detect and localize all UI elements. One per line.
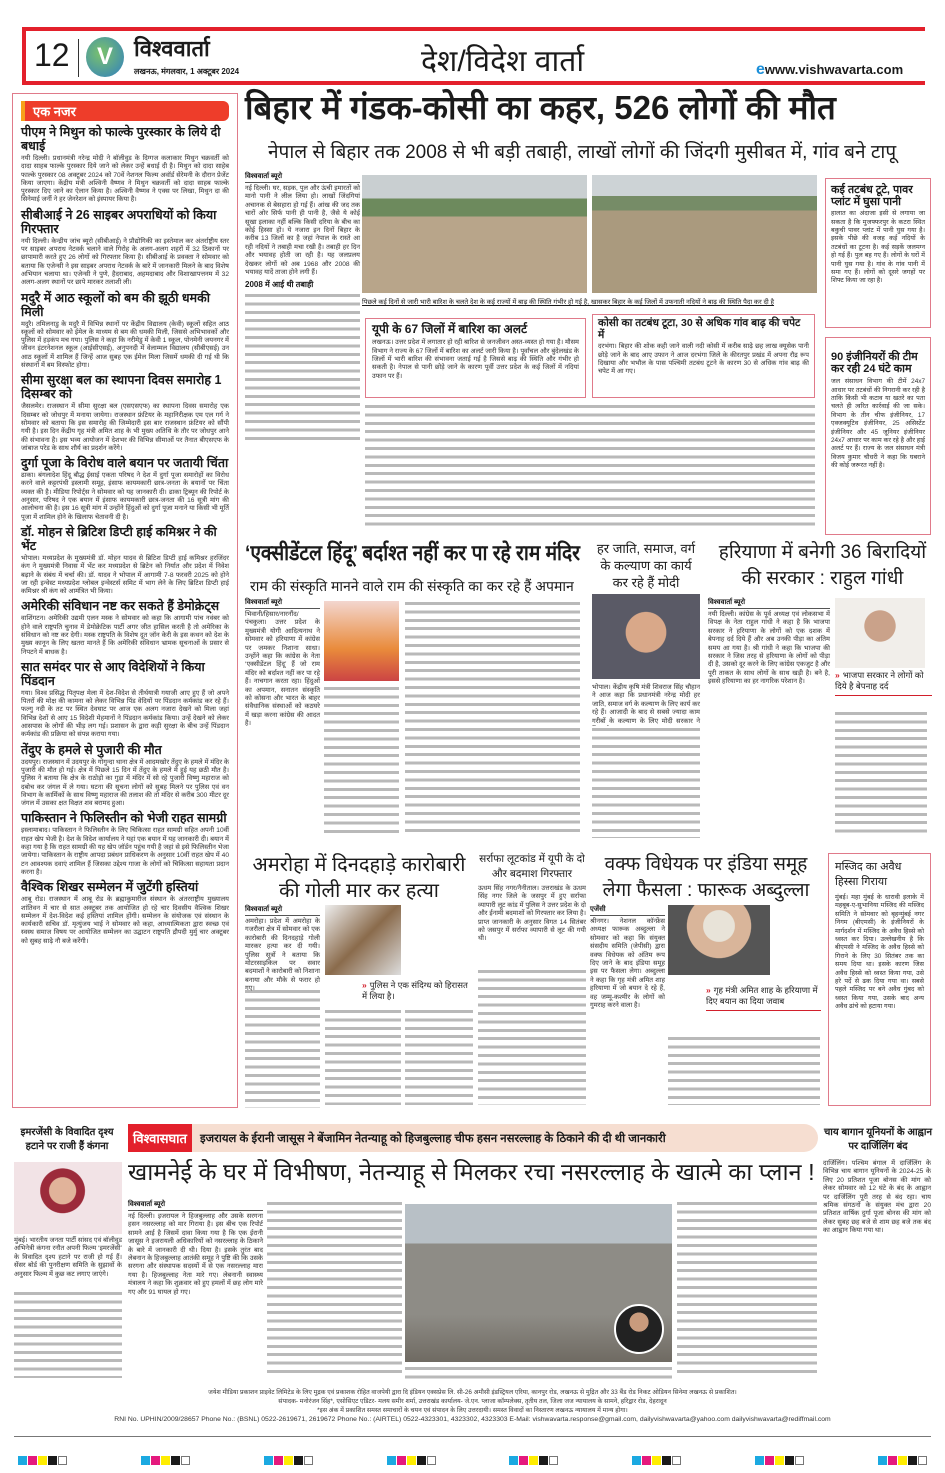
brief-title: वैश्विक शिखर सम्मेलन में जुटेंगी हस्तियां: [21, 880, 199, 895]
color-swatch-group: [755, 1452, 805, 1470]
brief-body: उदयपुर। राजस्थान में उदयपुर के गोगुन्दा थाना क्षेत्र में आदमखोर तेंदुए के हमले में मंदिर के पुजारी की मौत हो गई। क्षेत्र में पिछले 15 दिन में तेंदुए के हमले में हुई यह छठी मौत है। पुलिस ने बताया कि क्षेत्र के राठोड़ो का गुड़ा में मंदिर में सो रहे पुजारी विष्णु महाराज को दबोच कर जंगल में ले गया। घटना की सूचना लोगों को सुबह मिलने पर पुलिस एवं वन विभाग के कार्मिकों के साथ विष्णु महाराज की तलाश की तो मंदिर से करीब 300 मीटर दूर जंगल में उसका क्षत विक्षत शव बरामद हुआ।: [21, 758, 229, 808]
news-brief: [21, 208, 229, 288]
news-brief: [21, 525, 229, 596]
lead-columns: [365, 403, 815, 528]
haryana-headline: हरियाणा में बनेगी 36 बिरादियों की सरकार : राहुल गांधी: [718, 542, 927, 589]
color-swatch-group: [18, 1452, 68, 1470]
color-swatch-group: [632, 1452, 682, 1470]
ram-columns: [405, 600, 580, 837]
color-swatch: [888, 1456, 897, 1465]
brief-title: दुर्गा पूजा के विरोध वाले बयान पर जतायी चिंता: [21, 456, 229, 471]
color-swatch: [529, 1456, 538, 1465]
page-number: 12: [34, 37, 70, 73]
box-body: मुंबई। महा मुंबई के धारावी इलाके में महबूब-ए-सुभानिया मस्जिद की मस्जिद समिति ने सोमवार को बृहन्मुंबई नगर निगम (बीएमसी) के इंजीनियरों के मार्गदर्शन में मस्जिद के अवैध हिस्से को ध्वस्त कर दिया। उल्लेखनीय है कि बीएमसी ने मस्जिद के अवैध हिस्से को गिराने के लिए 30 सितंबर तक का समय दिया था। इसके कारण जिस अवैध हिस्से को ध्वस्त किया गया, उसे हरे पर्दे से ढक दिया गया था। सबसे पहले मस्जिद पर बने अवैध गुंबद को ध्वस्त किया गया, उसके बाद अन्य अवैध ढांचे को हटाया गया।: [835, 894, 924, 1011]
color-swatch: [407, 1456, 416, 1465]
beirut-strike-photo: [405, 1204, 672, 1362]
brief-body: गया। विश्व प्रसिद्ध पितृपक्ष मेला में देश-विदेश से तीर्थयात्री गयाजी आए हुए हैं जो अपने पितरों की मोक्ष की कामना को लेकर विभिन्न पिंड वेदियों पर पिंडदान कर्मकांड कर रहे हैं। फल्गु नदी के तट पर स्थित देवघाट पर आज एक अलग नजारा देखने को मिला जहां विभिन्न देशों से आए 15 विदेशी मेहमानों ने पिंडदान कर्मकांड किया। उन्हें देखने को लेकर आसपास के लोगों की भीड़ लग गई। प्रशासन के द्वारा कड़ी सुरक्षा के बीच उन्हें पिंडदान कर्मकांड की प्रक्रिया को संपन्न कराया गया।: [21, 689, 229, 739]
logo-icon: V: [86, 37, 124, 77]
news-brief: [21, 125, 229, 205]
color-swatch: [397, 1456, 406, 1465]
amroha-columns: [405, 1008, 473, 1105]
color-swatch-group: [509, 1452, 559, 1470]
color-swatch: [652, 1456, 661, 1465]
ram-columns: [324, 685, 399, 837]
brief-title: सीमा सुरक्षा बल का स्थापना दिवस समारोह 1 दिसम्बर को: [21, 373, 222, 402]
brief-title: सीबीआई ने 26 साइबर अपराधियों को किया गिरफ्तार: [21, 207, 217, 236]
color-swatch: [539, 1456, 548, 1465]
israel-kicker-bar: [128, 1124, 818, 1152]
amroha-columns: [325, 1008, 401, 1105]
quote-icon: »: [362, 980, 367, 990]
color-swatch: [161, 1456, 170, 1465]
box-body: लखनऊ। उत्तर प्रदेश में लगातार हो रही बारिश से जनजीवन अस्त-व्यस्त हो गया है। मौसम विभाग ने राज्य के 67 जिलों में बारिश का अलर्ट जारी किया है। पूर्वांचल और बुंदेलखंड के जिलों में भारी बारिश की संभावना जताई गई है जिससे बाढ़ की स्थिति और गंभीर हो सकती है। नेपाल से पानी छोड़े जाने के कारण पूर्वी उत्तर प्रदेश के कई जिलों में नदियां उफान पर हैं।: [372, 339, 579, 380]
article-body: नई दिल्ली। घर, सड़क, पुल और ऊंची इमारतों को मानो पानी ने लील लिया हो। लाखों जिंदगियां अचानक से बेसहारा हो गई हैं। आंख की जद तक चारों ओर सिर्फ पानी ही पानी है, जैसे ये कोई सूखा इलाका नहीं बल्कि किसी दरिया के बीच का कोई हिस्सा हो। ये नजारा इन दिनों बिहार के करीब 13 जिलों का है जहां नेपाल के रास्ते आ रही नदियों ने तबाही मचा रखी है। तबाही हर दिन और भयावह होती जा रही है। यह जलप्रलय देखकर लोगों को अब 1968 और 2008 की भयावह यादें ताजा होने लगी हैं।: [245, 185, 360, 277]
color-swatch-group: [141, 1452, 191, 1470]
imprint: [0, 1388, 945, 1424]
color-swatch: [662, 1456, 671, 1465]
rule: [14, 1436, 931, 1437]
masjid-box: [828, 853, 931, 1106]
haryana-columns: [835, 710, 927, 838]
color-swatch: [151, 1456, 160, 1465]
gun-photo: [325, 905, 401, 975]
brief-body: ढाका। बंगलादेश हिंदू बौद्ध ईसाई एकता परिषद ने देश में दुर्गा पूजा समारोहों का विरोध करने वाले कट्टरपंथी इस्लामी समूह, इंसाफ कायमकारी छात्र-जनता के बयानों पर चिंता व्यक्त की है। मीडिया रिपोर्ट्स ने सोमवार को यह जानकारी दी। ढाका ट्रिब्यून की रिपोर्ट के अनुसार, परिषद ने एक बयान में इंसाफ कायमकारी छात्र-जनता की 16 सूत्री मांग की आलोचना की है। इस 16 सूत्री मांग में उन्होंने हिंदुओं को दुर्गा पूजा मनाने या किसी भी मूर्ति पूजा में शामिल होने के खिलाफ चेतावनी दी है।: [21, 472, 229, 521]
brief-body: मदुरै। तमिलनाडु के मदुरै में विभिन्न स्थानों पर केंद्रीय विद्यालय (केवी) स्कूलों सहित आठ स्कूलों को सोमवार को ईमेल के माध्यम से बम की धमकी मिली, जिससे अभिभावकों और पुलिस में हड़कंप मच गया। पुलिस ने कहा कि नरीमेडु में केवी 1 स्कूल, पोनमेनी जयनगर में जीवन इंटरनेशनल स्कूल (आईसीएसई), अनुपनदी में वेलाम्मल विद्यालय (सीबीएसई) उन आठ स्कूलों में शामिल हैं जिन्हें आज सुबह एक ईमेल मिला जिसमें धमकी दी गई थी कि संस्थानों में बम विस्फोट होगा।: [21, 320, 229, 370]
paper-name: विश्ववार्ता: [134, 36, 210, 61]
ram-subheadline: राम की संस्कृति मानने वाले राम की संस्कृति का कर रहे हैं अपमान: [250, 578, 574, 594]
box-title: 90 इंजीनियरों की टीम कर रही 24 घंटे काम: [831, 351, 918, 376]
brief-body: जैसलमेर। राजस्थान में सीमा सुरक्षा बल (एसएसएफ) का स्थापना दिवस समारोह एक दिसम्बर को जोधपुर में मनाया जायेगा। राजस्थान फ्रंटियर के महानिरीक्षक एम एल गर्ग ने सोमवार को बताया कि इस समारोह की जिम्मेदारी इस बार राजस्थान फ्रंटियर को सौंपी गयी है। इस दिन केंद्रीय गृह मंत्री अमित शाह के भी मुख्य अतिथि के तौर पर जोधपुर आने की संभावना है। इस भव्य आयोजन में देशभर की विभिन्न सीमाओं पर तैनात बीएसएफ के जांबाज परेड के साथ शौर्य का प्रदर्शन करेंगे।: [21, 403, 229, 452]
yogi-photo: [324, 601, 399, 681]
byline: विश्ववार्ता ब्यूरो: [245, 172, 360, 183]
darjeeling-headline: चाय बागान यूनियनों के आह्वान पर दार्जिलिंग बंद: [823, 1127, 933, 1152]
brief-body: आबू रोड। राजस्थान में आबू रोड के ब्रह्माकुमारीज संस्थान के अंतरराष्ट्रीय मुख्यालय शांतिवन में चार से सात अक्टूबर तक आयोजित हो रहे चार दिवसीय वैश्विक शिखर सम्मेलन में देश-विदेश कई हस्तियां शामिल होंगी। सम्मेलन के संयोजक एवं संस्थान के कार्यकारी सचिव डॉ. मृत्युंजय भाई ने सोमवार को कहा, आध्यात्मिकता द्वारा स्वच्छ एवं स्वस्थ समाज विषय पर आयोजित सम्मेलन का उद्घाटन राष्ट्रपति द्रौपदी मुर्मु चार अक्टूबर को सुबह साढ़े नौ बजे करेंगी।: [21, 896, 229, 945]
box-body: दरभंगा। बिहार की शोक कही जाने वाली नदी कोसी में करीब साढ़े छह लाख क्यूसेक पानी छोड़े जाने के बाद आए उफान ने आज दरभंगा जिले के कीरतपुर प्रखंड में अपना रौद्र रूप दिखाया और भभौल के पास पश्चिमी तटबंध टूटने के कारण 30 से अधिक गांव बाढ़ की चपेट में आ गए।: [598, 343, 809, 376]
masthead: [22, 27, 925, 85]
dateline: लखनऊ, मंगलवार, 1 अक्टूबर 2024: [134, 67, 240, 76]
amroha-caption: » पुलिस ने एक संदिग्ध को हिरासत में लिया है।: [362, 980, 468, 1001]
israel-columns: [405, 1365, 672, 1379]
browser-icon: e: [756, 61, 765, 78]
box-title: मस्जिद का अवैध हिस्सा गिराया: [835, 861, 902, 888]
article-body: अमरोहा। प्रदेश में अमरोहा के गजरौला क्षेत्र में सोमवार को एक कारोबारी की दिनदहाड़े गोली मारकर हत्या कर दी गयी। पुलिस सूत्रों ने बताया कि मोटरसाइकिल पर सवार बदमाशों ने कारोबारी को निशाना बनाया और मौके से फरार हो गए।: [245, 918, 320, 993]
color-swatch: [284, 1456, 293, 1465]
ek-nazar-column: [12, 93, 238, 1108]
israel-headline: खामनेई के घर में विभीषण, नेतन्याहू से मिलकर रचा नसरल्लाह के खात्मे का प्लान !: [128, 1159, 815, 1185]
quote-icon: »: [835, 670, 840, 680]
brief-body: इस्लामाबाद। पाकिस्तान ने फिलिस्तीन के लिए चिकित्सा राहत सामग्री सहित अपनी 10वीं राहत खेप भेजी है। देश के विदेश कार्यालय ने यहां एक बयान में यह जानकारी दी। बयान में कहा गया है कि राहत सामग्री की यह खेप जॉर्डन पहुंच गयी है जहां से इसे फिलिस्तीन भेजा जायेगा। पाकिस्तान के राष्ट्रीय आपदा प्रबंधन प्राधिकरण के अनुसार 10वीं राहत खेप में 40 टन आवश्यक दवाएं शामिल हैं जिसका उद्देश्य गाजा के लोगों को चिकित्सा सहायता प्रदान करना है।: [21, 827, 229, 876]
color-swatch: [775, 1456, 784, 1465]
color-swatch: [264, 1456, 273, 1465]
news-brief: [21, 456, 229, 522]
box-body: हालात का अंदाजा इसी से लगाया जा सकता है कि मुजफ्फरपुर के कटरा स्थित बकुची पावर प्लांट में पानी घुस गया है। इसके पीछे की वजह कई नदियों के तटबंधों का टूटना है। कई सड़कें जलमग्न हो गई हैं। पुल बह गए हैं। लोगों के घरों में पानी घुस गया है। गांव के गांव पानी में समा गए हैं। लोगों को दूसरे जगहों पर शिफ्ट किया जा रहा है।: [831, 210, 925, 285]
article-body-cont: [245, 292, 360, 442]
color-swatch-group: [387, 1452, 437, 1470]
waqf-caption: » गृह मंत्री अमित शाह के हरियाणा में दिए बयान का दिया जवाब: [706, 985, 821, 1011]
crosshair-icon: [304, 1456, 313, 1465]
ram-headline: ‘एक्सीडेंटल हिंदू’ बर्दाश्त नहीं कर पा रहे राम मंदिर: [245, 541, 581, 565]
israel-article: [128, 1200, 263, 1378]
sidebar-box-1: [825, 178, 931, 328]
color-swatch: [417, 1456, 426, 1465]
sarafa-body: ऊधम सिंह नगर/नैनीताल। उत्तराखंड के ऊधम सिंह नगर जिले के जसपुर में हुए सर्राफा व्यापारी लूट कांड में पुलिस ने उत्तर प्रदेश के दो और ईनामी बदमाशों को गिरफ्तार कर लिया है। प्राप्त जानकारी के अनुसार विगत 14 सितंबर को जसपुर में सर्राफा व्यापारी से लूट की गयी थी।: [478, 885, 586, 943]
kangana-photo: [14, 1162, 122, 1234]
color-swatch: [171, 1456, 180, 1465]
imprint-line: संपादक- मनोरंजन सिंह*, एसोसिएट एडिटर- मलय समीर शर्मा, उत्तराखंड कार्यालय- जे.एन. प्लाजा कॉम्पलेक्स, तृतीय तल, जिला जज न्यायालय के सामने, हरिद्वार रोड, देहरादून: [278, 1398, 667, 1405]
lead-article: [245, 172, 360, 532]
byline: विश्ववार्ता ब्यूरो: [245, 905, 320, 916]
shivraj-photo: [592, 594, 700, 679]
modi-body: भोपाल। केंद्रीय कृषि मंत्री शिवराज सिंह चौहान ने आज कहा कि प्रधानमंत्री नरेन्द्र मोदी हर जाति, समाज वर्ग के कल्याण के लिए कार्य कर रहे हैं। आजादी के बाद से सबसे ज्यादा काम गरीबों के कल्याण के लिए मोदी सरकार ने: [592, 684, 700, 725]
color-swatch: [785, 1456, 794, 1465]
israel-columns: [267, 1200, 402, 1378]
up-alert-box: [365, 318, 586, 398]
byline: विश्ववार्ता ब्यूरो: [245, 598, 320, 609]
news-brief: [21, 743, 229, 809]
waqf-columns: [668, 1035, 820, 1105]
flood-photo-1: [362, 175, 587, 293]
kangana-body: मुंबई। भारतीय जनता पार्टी सांसद एवं बॉलीवुड अभिनेत्री कंगना रनौत अपनी फिल्म ‘इमरजेंसी’ के विवादित दृश्य हटाने पर राजी हो गई हैं। सेंसर बोर्ड की पुनरीक्षण समिति के सुझावों के अनुसार फिल्म में कुछ कट लगाए जाएंगे।: [14, 1237, 122, 1278]
news-brief: [21, 599, 229, 656]
color-swatch: [755, 1456, 764, 1465]
news-brief: [21, 811, 229, 877]
flood-photo-2: [592, 175, 817, 293]
rahul-photo: [835, 598, 925, 668]
darjeeling-body: दार्जिलिंग। पश्चिम बंगाल में दार्जिलिंग के विभिन्न चाय बागान यूनियनों के 2024-25 के लिए 20 प्रतिशत पूजा बोनस की मांग को लेकर सोमवार को 12 घंटे के बंद के आह्वान पर दार्जिलिंग पूरी तरह से बंद रहा। चाय श्रमिक संगठनों के संयुक्त मंच द्वारा 20 प्रतिशत वार्षिक दुर्गा पूजा बोनस की मांग को लेकर सुबह छह बजे से शाम छह बजे तक बंद का आह्वान किया गया था।: [823, 1160, 931, 1235]
color-swatch: [38, 1456, 47, 1465]
color-swatch: [519, 1456, 528, 1465]
news-brief: [21, 880, 229, 946]
amroha-article: [245, 905, 320, 1105]
brief-body: नयी दिल्ली। केन्द्रीय जांच ब्यूरो (सीबीआई) ने प्रौद्योगिकी का इस्तेमाल कर अंतर्राष्ट्रीय स्तर पर साइबर अपराध नेटवर्क चलाने वाले गिरोह के अलग-अलग शहरों में 32 ठिकानों पर छापामारी करते हुए 26 लोगों को गिरफ्तार किया है। सीबीआई के प्रवक्ता ने सोमवार को बताया कि एजेन्सी ने इस साइबर अपराध नेटवर्क के बारे में जानकारी मिलने के बाद विशेष अभियान चलाया था। एजेन्सी ने पुणे, हैदराबाद, अहमदाबाद और विशाखापत्तनम में 32 अलग-अलग स्थानों पर छापे मारकर तलाशी ली।: [21, 237, 229, 287]
sarafa-columns: [478, 968, 586, 1105]
nasrallah-inset: [614, 1304, 664, 1354]
brief-title: डॉ. मोहन से ब्रिटिश डिप्टी हाई कमिश्नर ने की भेंट: [21, 524, 217, 553]
color-swatch-group: [878, 1452, 928, 1470]
article-body-cont: [245, 988, 320, 1108]
article-body: नई दिल्ली। इजरायल ने हिजबुल्लाह और उसके सरगना हसन नसरल्लाह को मार गिराया है। इस बीच एक रिपोर्ट सामने आई है जिसमें दावा किया गया है कि एक ईरानी जासूस ने इजरायली अधिकारियों को नसरल्लाह के ठिकाने के बारे में जानकारी दी थी। दिया है। इसके तुरंत बाद लेबनान के हिजबुल्लाह आतंकी समूह ने पुष्टि की कि उसके सरगना और संस्थापक सदस्यों में से एक नसरल्लाह मारा गया है। हिजबुल्लाह नेता मारे गए। लेबनानी स्वास्थ्य मंत्रालय ने कहा कि शुक्रवार को हुए हमलों में छह लोग मारे गए और 91 घायल हो गए।: [128, 1213, 263, 1296]
imprint-line: RNI No. UPHIN/2009/28657 Phone No.: (BSNL) 0522-2619671, 2619672 Phone No.: (AIRTEL) 0522-4323301, 4323302, 4323303 E-Mail: vishwavarta.response@gmail.com, dailyvishwavarta@yahoo.com dailyvishwavarta@rediffmail.com: [114, 1416, 831, 1423]
color-swatch: [48, 1456, 57, 1465]
modi-headline: हर जाति, समाज, वर्ग के कल्याण का कार्य कर रहे हैं मोदी: [596, 541, 696, 590]
color-swatch: [387, 1456, 396, 1465]
news-brief: [21, 660, 229, 740]
israel-columns: [677, 1200, 817, 1378]
section-title: देश/विदेश वार्ता: [421, 45, 585, 78]
israel-kicker: इजरायल के ईरानी जासूस ने बेंजामिन नेतन्याहू को हिजबुल्लाह चीफ हसन नसरल्लाह के ठिकाने की दी थी जानकारी: [200, 1133, 666, 1145]
news-brief: [21, 291, 229, 371]
article-body: भिवानी/हिसार/नारनौंद/पंचकुला। उत्तर प्रदेश के मुख्यमंत्री योगी आदित्यनाथ ने सोमवार को हरियाणा में कांग्रेस पर जमकर निशाना साधा। उन्होंने कहा कि कांग्रेस के नेता ‘एक्सीडेंटल हिंदू’ हैं जो राम मंदिर को बर्दाश्त नहीं कर पा रहे हैं। नाचगान करता रहा। हिंदुओं का अपमान, सनातन संस्कृति को कोसना और भारत के बाहर संवैधानिक संस्थाओं को कठघरे में खड़ा करना कांग्रेस की आदत है।: [245, 611, 320, 728]
article-body: श्रीनगर। नेशनल कॉन्फ्रेंस अध्यक्ष फारूक अब्दुल्ला ने सोमवार को कहा कि संयुक्त संसदीय समिति (जेपीसी) द्वारा वक्फ विधेयक को अंतिम रूप दिए जाने के बाद इंडिया समूह इस पर फैसला लेगा। अब्दुल्ला ने कहा कि गृह मंत्री अमित शाह हरियाणा में जो बयान दे रहे हैं, वह जम्मू-कश्मीर के लोगों को गुमराह करने वाला है।: [590, 918, 665, 1010]
crosshair-icon: [918, 1456, 927, 1465]
byline: विश्ववार्ता ब्यूरो: [128, 1200, 263, 1211]
color-swatch: [509, 1456, 518, 1465]
lead-subheadline: नेपाल से बिहार तक 2008 से भी बड़ी तबाही, लाखों लोगों की जिंदगी मुसीबत में, गांव बने टापू: [268, 142, 897, 163]
brief-title: अमेरिकी संविधान नष्ट कर सकते हैं डेमोक्रेट्स: [21, 599, 220, 614]
color-swatch: [28, 1456, 37, 1465]
box-title: कई तटबंध टूटे, पावर प्लांट में घुसा पानी: [831, 184, 913, 209]
box-title: यूपी के 67 जिलों में बारिश का अलर्ट: [372, 322, 528, 336]
color-swatch: [642, 1456, 651, 1465]
color-swatch: [898, 1456, 907, 1465]
brief-title: सात समंदर पार से आए विदेशियों ने किया पिंडदान: [21, 659, 205, 688]
box-title: कोसी का तटबंध टूटा, 30 से अधिक गांव बाढ़ की चपेट में: [598, 317, 801, 341]
modi-columns: [592, 726, 700, 838]
brief-body: नयी दिल्ली। प्रधानमंत्री नरेन्द्र मोदी ने बॉलीवुड के दिग्गज कलाकार मिथुन चक्रवर्ती को दादा साहब फाल्के पुरस्कार दिये जाने को लेकर उन्हें बधाई दी है। मिथुन को दादा साहेब फाल्के पुरस्कार 08 अक्टूबर 2024 को 70वें नेशनल फिल्म अवॉर्ड सेरेमनी के दौरान प्रेजेंट किया जाएगा। केंद्रीय मंत्री अश्विनी वैष्णव ने मिथुन चक्रवर्ती को दादा साहब फाल्के पुरस्कार दिए जाने का ऐलान किया है। अश्विनी वैष्णव ने एक्स पर लिखा, मिथुन दा की सिनेमाई जर्नी ने हर जेनरेशन को इंस्पायर किया है।: [21, 155, 229, 204]
color-swatch: [878, 1456, 887, 1465]
color-swatch: [18, 1456, 27, 1465]
kangana-columns: [14, 1290, 122, 1378]
crosshair-icon: [181, 1456, 190, 1465]
brief-body: भोपाल। मध्यप्रदेश के मुख्यमंत्री डॉ. मोहन यादव से ब्रिटिश डिप्टी हाई कमिश्नर हरजिंदर कंग ने मुख्यमंत्री निवास में भेंट कर मध्यप्रदेश से ब्रिटेन को निर्यात और प्रदेश में निवेश बढ़ाने के संबंध में चर्चा की। डॉ. यादव ने भोपाल में आगामी 7-8 फरवरी 2025 को होने जा रही इन्वेस्ट मध्यप्रदेश ग्लोबल इन्वेस्टर्स समिट में भाग लेने के लिए ब्रिटिश डिप्टी हाई कमिश्नर श्री कंग को आमंत्रित भी किया।: [21, 554, 229, 596]
crosshair-icon: [549, 1456, 558, 1465]
color-swatch: [294, 1456, 303, 1465]
brief-list: [21, 125, 229, 946]
ram-article: [245, 598, 320, 838]
divider: [78, 39, 79, 77]
waqf-headline: वक्फ विधेयक पर इंडिया समूह लेगा फैसला : फारूक अब्दुल्ला: [602, 854, 810, 901]
color-swatch: [908, 1456, 917, 1465]
brief-title: पाकिस्तान ने फिलिस्तीन को भेजी राहत सामग्री: [21, 811, 227, 826]
haryana-caption: » भाजपा सरकार ने लोगों को दिये है बेपनाह दर्द: [835, 670, 932, 696]
article-body: नयी दिल्ली। कांग्रेस के पूर्व अध्यक्ष एवं लोकसभा में विपक्ष के नेता राहुल गांधी ने कहा है कि भाजपा सरकार ने हरियाणा के लोगों को एक दशक में बेपनाह दर्द दिये हैं और अब उनकी पीड़ा का अंतिम समय आ गया है। श्री गांधी ने कहा कि भाजपा की सरकार ने जिस तरह से हरियाणा के लोगों को पीड़ा दी है, उसको दूर करने के लिए कांग्रेस एकजुट है और पूरी ताकत के साथ लोगों के साथ खड़ी है। बने है, इससे हरियाणा का हर नागरिक परेशान है।: [708, 611, 830, 686]
color-swatch-group: [264, 1452, 314, 1470]
haryana-article: [708, 598, 830, 838]
imprint-line: जयेश मीडिया प्रकाशन प्राइवेट लिमिटेड के लिए मुद्रक एवं प्रकाशक रोहित वाजपेयी द्वारा दि इंडियन एक्सप्रेस लि. सी-26 अमौसी इंडस्ट्रियल एरिया, कानपुर रोड, लखनऊ से मुद्रित और 33 बैंड रोड निकट ओडियन सिनेमा लखनऊ से प्रकाशित।: [208, 1389, 737, 1396]
brief-title: पीएम ने मिथुन को फाल्के पुरस्कार के लिये दी बधाई: [21, 125, 221, 153]
lead-headline: बिहार में गंडक-कोसी का कहर, 526 लोगों की मौत: [245, 89, 836, 126]
crosshair-icon: [795, 1456, 804, 1465]
subhead: 2008 में आई थी तबाही: [245, 280, 314, 290]
brief-body: वाशिंगटन। अमेरिकी उद्यमी एलन मस्क ने सोमवार को कहा कि आगामी पांच नवंबर को होने वाले राष्ट्रपति चुनाव में डेमोक्रेटिक पार्टी अगर जीत हासिल करती है तो अमेरिका के संविधान को नष्ट कर देगी। मस्क राष्ट्रपति के विशेष दूत जॉन केरी के इस कथन को देश के मुख्य कानून के लिए खतरा मानते हैं कि अमेरिकी संविधान भ्रामक सूचनाओं के प्रसार से निपटने में बाधक है।: [21, 615, 229, 656]
sidebar-box-2: [825, 337, 931, 535]
imprint-line: *इस अंक में प्रकाशित समस्त समाचारों के चयन एवं संपादन के लिए उत्तरदायी। समस्त विवादों का निस्तारण लखनऊ न्यायालय में मान्य होगा।: [317, 1407, 628, 1414]
crosshair-icon: [58, 1456, 67, 1465]
waqf-article: [590, 905, 665, 1105]
farooq-photo: [668, 905, 770, 975]
brief-title: तेंदुए के हमले से पुजारी की मौत: [21, 742, 162, 757]
news-brief: [21, 373, 229, 453]
vishwasghat-tag: विश्वासघात: [128, 1124, 192, 1152]
color-swatch: [141, 1456, 150, 1465]
amroha-headline: अमरोहा में दिनदहाड़े कारोबारी की गोली मार कर हत्या: [252, 854, 466, 902]
registration-marks: [18, 1452, 928, 1470]
crosshair-icon: [427, 1456, 436, 1465]
color-swatch: [765, 1456, 774, 1465]
box-body: जल संसाधन विभाग की टीमें 24x7 आधार पर तटबंधों की निगरानी कर रही है ताकि किसी भी कटाव या खतरे का पता चलते ही त्वरित कार्रवाई की जा सके। विभाग के तीन चीफ इंजीनियर, 17 एक्जक्यूटिव इंजीनियर, 25 असिस्टेंट इंजीनियर और 45 जूनियर इंजीनियर 24x7 आधार पर काम कर रहे है और हाई अलर्ट पर हैं। राज्य के जल संसाधन मंत्री विजय कुमार चौधरी ने कहा कि घबराने की कोई जरूरत नहीं है।: [831, 378, 925, 470]
color-swatch: [632, 1456, 641, 1465]
ek-nazar-label: एक नजर: [21, 101, 229, 121]
kangana-headline: इमरजेंसी के विवादित दृश्य हटाने पर राजी हैं कंगना: [20, 1127, 114, 1152]
sarafa-headline: सर्राफा लूटकांड में यूपी के दो और बदमाश गिरफ्तार: [479, 853, 585, 880]
byline: एजेंसी: [590, 905, 665, 916]
kosi-box: [592, 314, 815, 398]
crosshair-icon: [672, 1456, 681, 1465]
photo-caption: पिछले कई दिनों से जारी भारी बारिश के चलते देश के कई राज्यों में बाढ़ की स्थिति गंभीर हो गई है, खासकर बिहार के कई जिलों में उफनाती नदियों ने बाढ़ की स्थिति पैदा कर दी है: [362, 299, 775, 306]
quote-icon: »: [706, 985, 711, 995]
byline: विश्ववार्ता ब्यूरो: [708, 598, 830, 609]
color-swatch: [274, 1456, 283, 1465]
brief-title: मदुरै में आठ स्कूलों को बम की झूठी धमकी मिली: [21, 290, 210, 319]
website[interactable]: ewww.vishwavarta.com: [756, 61, 904, 78]
